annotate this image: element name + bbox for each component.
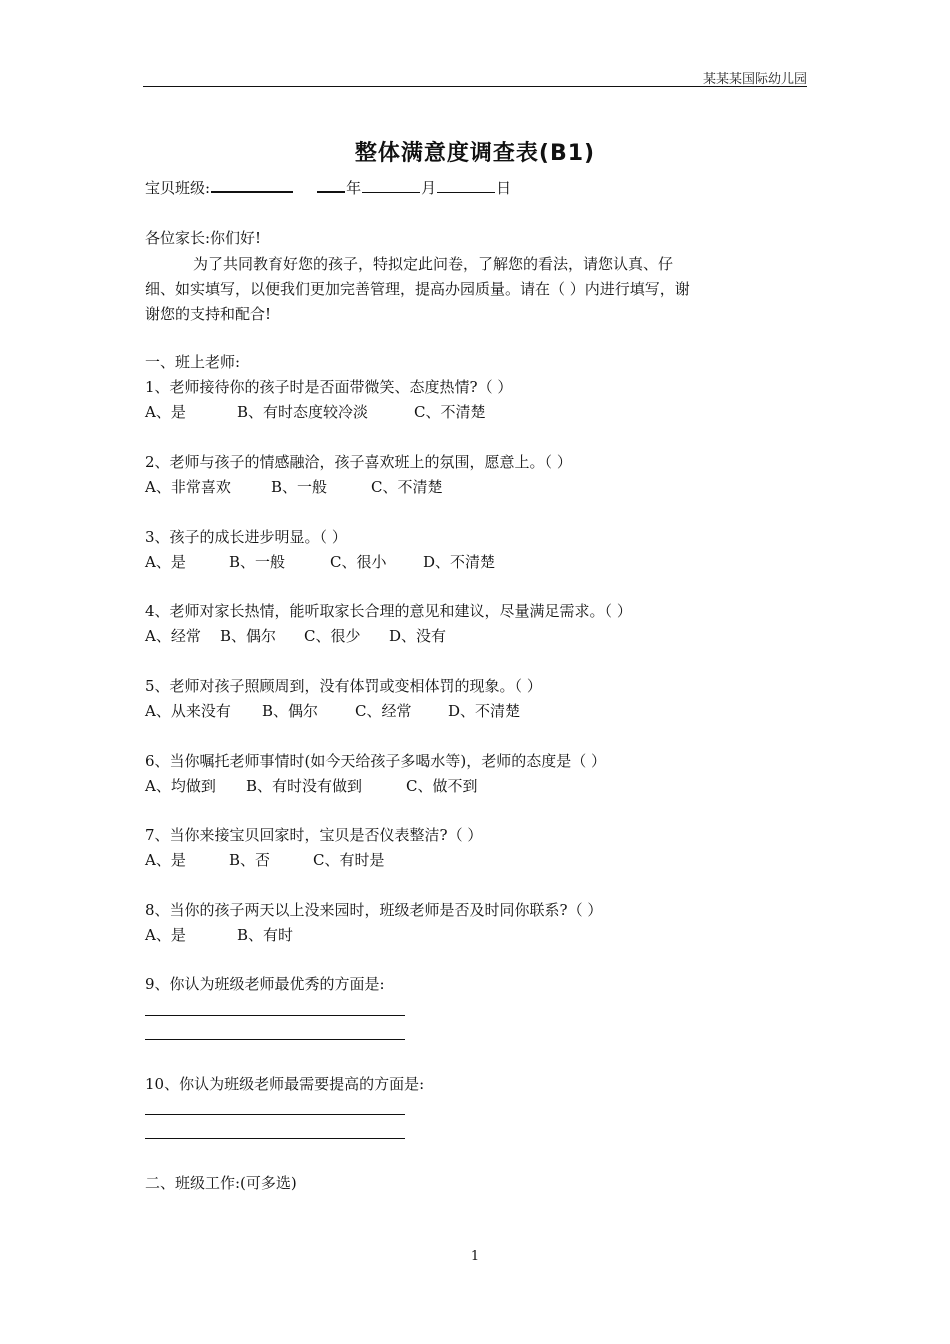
month-label: 月 — [421, 179, 437, 197]
option-b[interactable]: B、一般 — [271, 478, 328, 496]
option-a[interactable]: A、是 — [145, 851, 186, 869]
page-title: 整体满意度调查表(B1) — [354, 141, 596, 166]
option-d[interactable]: D、不清楚 — [448, 702, 521, 720]
class-field[interactable] — [211, 177, 293, 193]
question-5: 5、老师对孩子照顾周到，没有体罚或变相体罚的现象。（ ） — [145, 677, 542, 695]
class-label: 宝贝班级: — [145, 179, 211, 197]
option-c[interactable]: C、不清楚 — [371, 478, 443, 496]
day-field[interactable] — [437, 178, 495, 193]
intro-line-3: 谢您的支持和配合! — [145, 305, 272, 323]
option-a[interactable]: A、经常 — [145, 627, 201, 645]
option-a[interactable]: A、是 — [145, 926, 186, 944]
intro-line-1: 为了共同教育好您的孩子，特拟定此问卷，了解您的看法，请您认真、仔 — [193, 255, 674, 273]
option-b[interactable]: B、有时态度较冷淡 — [237, 403, 369, 421]
page-number: 1 — [470, 1249, 480, 1264]
question-6: 6、当你嘱托老师事情时(如今天给孩子多喝水等)，老师的态度是（ ） — [145, 752, 607, 770]
question-10: 10、你认为班级老师最需要提高的方面是: — [145, 1075, 425, 1093]
option-c[interactable]: C、有时是 — [313, 851, 385, 869]
option-b[interactable]: B、偶尔 — [220, 627, 277, 645]
intro-line-2: 细、如实填写，以便我们更加完善管理，提高办园质量。请在（ ）内进行填写，谢 — [145, 280, 690, 298]
option-d[interactable]: D、没有 — [389, 627, 447, 645]
answer-line-10b[interactable] — [145, 1138, 405, 1139]
option-c[interactable]: C、经常 — [355, 702, 412, 720]
question-2: 2、老师与孩子的情感融洽，孩子喜欢班上的氛围，愿意上。（ ） — [145, 453, 572, 471]
option-d[interactable]: D、不清楚 — [423, 553, 496, 571]
option-a[interactable]: A、非常喜欢 — [145, 478, 231, 496]
question-8: 8、当你的孩子两天以上没来园时，班级老师是否及时同你联系?（ ） — [145, 901, 603, 919]
month-field[interactable] — [362, 178, 420, 193]
question-9: 9、你认为班级老师最优秀的方面是: — [145, 975, 385, 993]
option-b[interactable]: B、否 — [229, 851, 271, 869]
option-b[interactable]: B、有时没有做到 — [246, 777, 363, 795]
question-4: 4、老师对家长热情，能听取家长合理的意见和建议，尽量满足需求。（ ） — [145, 602, 632, 620]
section-1-heading: 一、班上老师: — [145, 353, 241, 371]
option-b[interactable]: B、一般 — [229, 553, 286, 571]
option-a[interactable]: A、均做到 — [145, 777, 216, 795]
option-c[interactable]: C、很少 — [304, 627, 361, 645]
greeting: 各位家长:你们好! — [145, 229, 262, 247]
question-3: 3、孩子的成长进步明显。（ ） — [145, 528, 347, 546]
option-c[interactable]: C、不清楚 — [414, 403, 486, 421]
option-a[interactable]: A、从来没有 — [145, 702, 231, 720]
section-2-heading: 二、班级工作:(可多选) — [145, 1174, 297, 1192]
answer-line-10a[interactable] — [145, 1114, 405, 1115]
header-rule — [143, 86, 807, 87]
option-c[interactable]: C、做不到 — [406, 777, 478, 795]
option-b[interactable]: B、偶尔 — [262, 702, 319, 720]
option-c[interactable]: C、很小 — [330, 553, 387, 571]
intro-paragraph — [145, 252, 765, 327]
option-a[interactable]: A、是 — [145, 403, 186, 421]
option-b[interactable]: B、有时 — [237, 926, 294, 944]
answer-line-9b[interactable] — [145, 1039, 405, 1040]
question-7: 7、当你来接宝贝回家时，宝贝是否仪表整洁?（ ） — [145, 826, 483, 844]
year-field[interactable] — [317, 177, 345, 193]
answer-line-9a[interactable] — [145, 1015, 405, 1016]
year-label: 年 — [346, 179, 362, 197]
question-1: 1、老师接待你的孩子时是否面带微笑、态度热情?（ ） — [145, 378, 513, 396]
day-label: 日 — [496, 179, 512, 197]
header-org-name: 某某某国际幼儿园 — [702, 72, 807, 87]
option-a[interactable]: A、是 — [145, 553, 186, 571]
class-date-line — [145, 177, 511, 198]
